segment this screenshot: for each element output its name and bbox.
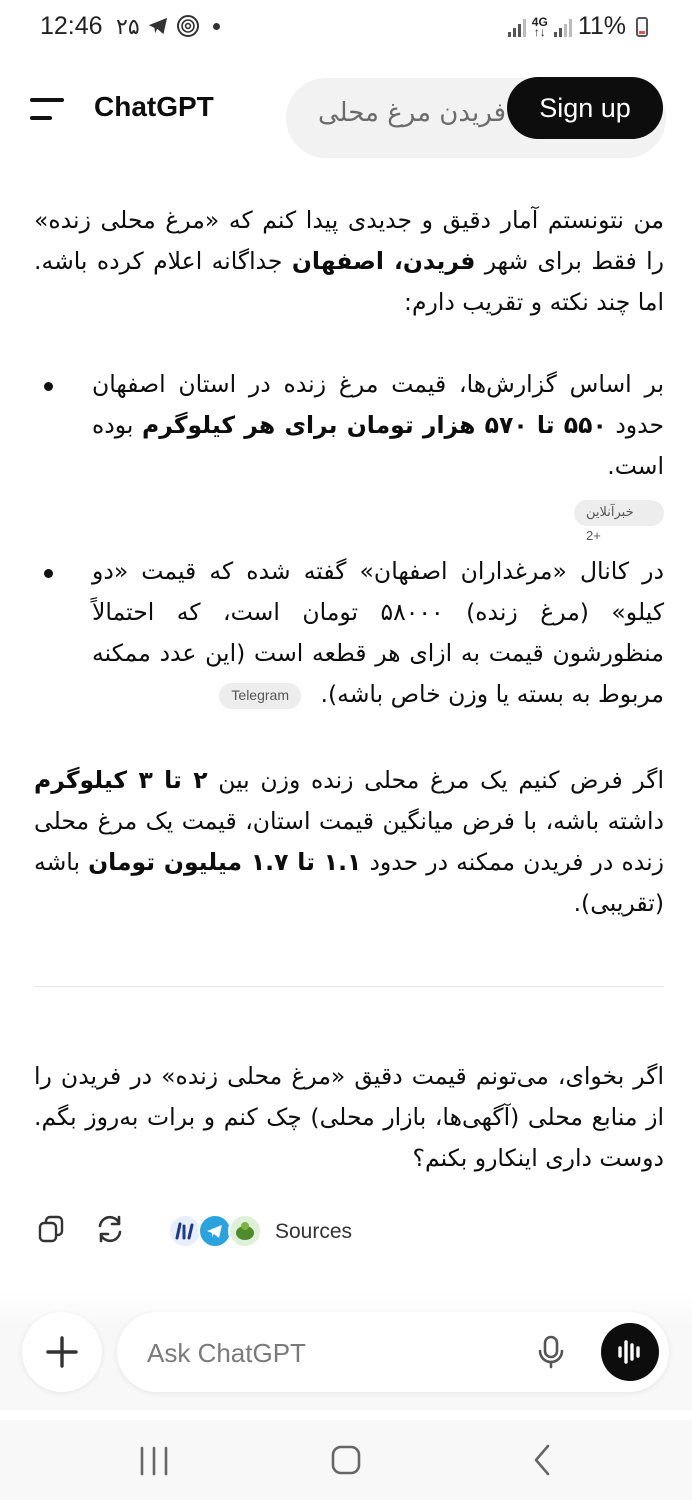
sources-button[interactable]: Sources: [275, 1220, 353, 1243]
home-button[interactable]: [316, 1438, 376, 1482]
signal-icon: [508, 17, 526, 37]
back-icon: [510, 1438, 570, 1482]
app-title: ChatGPT: [94, 91, 214, 122]
ask-input-container: [117, 1312, 669, 1392]
app-header: [0, 60, 692, 160]
system-navbar: [0, 1420, 692, 1500]
intro-paragraph: من نتونستم آمار دقیق و جدیدی پیدا کنم که «مرغ محلی زنده» را فقط برای شهر فریدن، اصفهان جداگانه اعلام کرده باشه. اما چند نکته و تقریب دارم:: [34, 206, 664, 316]
home-icon: [316, 1438, 376, 1482]
ask-input[interactable]: [145, 1330, 509, 1376]
source-chip-khabaronline[interactable]: خبرآنلاین +2: [574, 500, 664, 526]
mic-icon: [531, 1332, 571, 1372]
followup-paragraph: اگر بخوای، می‌تونم قیمت دقیق «مرغ محلی زنده» در فریدن را از منابع محلی (آگهی‌ها، بازار محلی) چک کنم و برات به‌روز بگم. دوست داری اینکارو بکنم؟: [34, 1062, 664, 1172]
regenerate-icon[interactable]: [88, 1208, 132, 1252]
assistant-message: [34, 200, 664, 924]
message-actions: [30, 1208, 670, 1258]
network-type: 4G ↑↓: [531, 14, 548, 39]
menu-icon[interactable]: [30, 98, 66, 124]
status-bar: [0, 0, 692, 58]
list-item: بر اساس گزارش‌ها، قیمت مرغ زنده در استان اصفهان حدود ۵۵۰ تا ۵۷۰ هزار تومان برای هر کیلوگرم بوده است. خبرآنلاین +2: [34, 364, 664, 529]
telegram-notification-icon: [147, 16, 169, 36]
recent-apps-button[interactable]: [124, 1438, 184, 1482]
recent-apps-icon: [124, 1438, 184, 1482]
list-item: در کانال «مرغداران اصفهان» گفته شده که قیمت «دو کیلو» (مرغ زنده) ۵۸۰۰۰ تومان است، که احتمالاً منظورشون قیمت به ازای هر قطعه است (این عدد ممکنه مربوط به بسته یا وزن خاص باشه). Telegram: [34, 551, 664, 715]
divider: [34, 986, 664, 987]
mic-button[interactable]: [531, 1332, 571, 1372]
status-time: 12:46: [40, 12, 103, 40]
back-button[interactable]: [510, 1438, 570, 1482]
signal-icon-2: [554, 17, 572, 37]
bullet-list: [34, 364, 664, 715]
source-khabaronline-icon: [168, 1214, 202, 1248]
copy-icon[interactable]: [30, 1208, 74, 1252]
status-dot-icon: [213, 23, 220, 30]
bullet-icon: [44, 569, 53, 578]
source-telegram-icon: [198, 1214, 232, 1248]
status-right: [508, 12, 648, 41]
battery-icon: [636, 17, 648, 37]
plus-icon: [22, 1312, 102, 1392]
voice-mode-button[interactable]: [601, 1323, 659, 1381]
source-chip-telegram[interactable]: Telegram: [219, 683, 301, 709]
sources-favicons[interactable]: [168, 1214, 268, 1248]
battery-percent: 11%: [577, 12, 626, 40]
source-site-icon: [228, 1214, 262, 1248]
composer: [0, 1290, 692, 1410]
status-extra-text: ۲۵: [116, 15, 140, 40]
chat-title: فریدن مرغ محلی: [318, 98, 507, 128]
estimate-paragraph: اگر فرض کنیم یک مرغ محلی زنده وزن بین ۲ تا ۳ کیلوگرم داشته باشه، با فرض میانگین قیمت استان، قیمت یک مرغ محلی زنده در فریدن ممکنه در حدود ۱.۱ تا ۱.۷ میلیون تومان باشه (تقریبی).: [34, 766, 665, 917]
voice-mode-icon: [601, 1323, 659, 1381]
bullet-icon: [44, 382, 53, 391]
add-attachment-button[interactable]: [22, 1312, 102, 1392]
status-notification-icons: [116, 14, 220, 40]
sign-up-button[interactable]: Sign up: [507, 77, 663, 139]
fingerprint-notification-icon: [176, 14, 200, 38]
